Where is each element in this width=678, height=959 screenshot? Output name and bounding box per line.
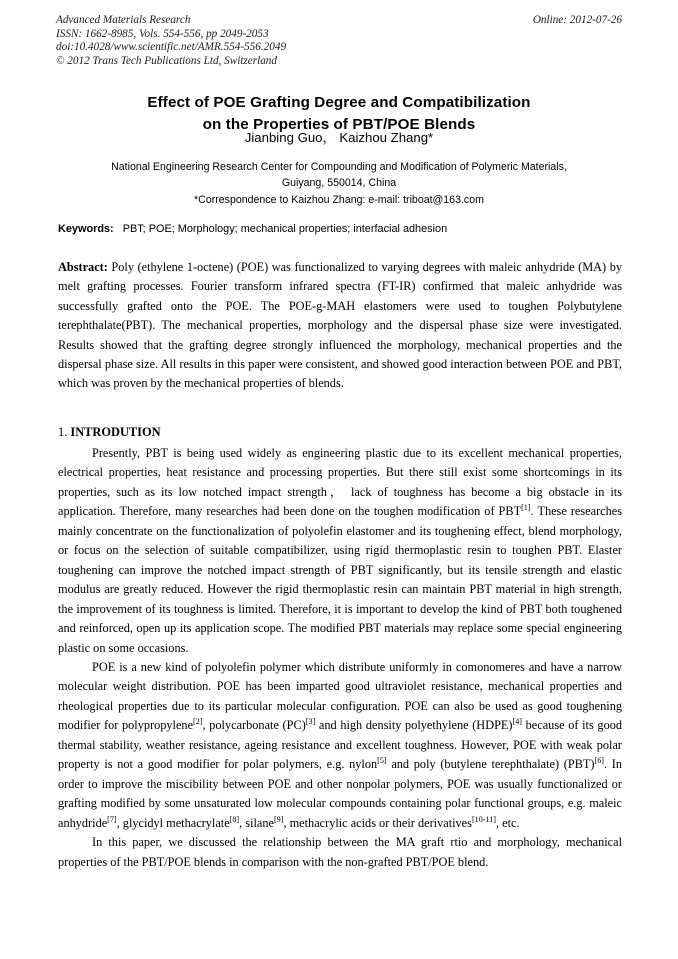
abstract-block [58, 258, 622, 394]
affiliation-line-2: Guiyang, 550014, China [281, 177, 397, 190]
citation-ref-7: [7] [107, 814, 117, 824]
p2-part-f: . In order to improve the miscibility between POE and other nonpolar polymers, POE was usually functionalized or grafting modified by some unsaturated low molecular compounds containing polar functional groups, e.g. maleic anhydride [58, 757, 622, 830]
issn-line: ISSN: 1662-8985, Vols. 554-556, pp 2049-2053 [56, 27, 269, 40]
correspondence-line: *Correspondence to Kaizhou Zhang: e-mail: triboat@163.com [194, 193, 484, 206]
p1-part-b: . These researches mainly concentrate on the functionalization of polyolefin elastomer and its toughening effect, blend morphology, or focus on the selection of suitable compatibilizer, using rigid thermoplastic resin to toughen PBT. Elaster toughening can improve the notched impact strength of PBT significantly, but its tensile strength and elastic modulus are greatly reduced. However the rigid thermoplastic resin can maintain PBT material in high strength, the improvement of its toughness is limited. Therefore, it is important to develop the kind of PBT both toughened and reinforced, open up its application scope. The modified PBT materials may replace some special engineering plastic on some occasions. [58, 504, 623, 655]
doi-line: doi:10.4028/www.scientific.net/AMR.554-556.2049 [56, 41, 287, 54]
p2-part-a: POE is a new kind of polyolefin polymer which distribute uniformly in comonomeres and have a narrow molecular weight distribution. POE has been imparted good ultraviolet resistance, mechanical properties and rheological properties due to its particular molecular configuration. POE can also be used as good toughening modifier for polypropylene [58, 659, 622, 733]
masthead-first-row [56, 14, 622, 28]
p2-part-c: and high density polyethylene (HDPE) [315, 718, 513, 733]
affiliation-line-1: National Engineering Research Center for Compounding and Modification of Polymeric Materials, [111, 161, 567, 173]
author-list: Jianbing Guo， Kaizhou Zhang* [244, 130, 434, 145]
journal-masthead [56, 14, 622, 68]
body-content [58, 444, 622, 872]
p2-part-b: , polycarbonate (PC) [202, 718, 306, 733]
keywords-value: PBT; POE; Morphology; mechanical properties; interfacial adhesion [122, 223, 448, 235]
keywords-label: Keywords: [58, 223, 114, 235]
citation-ref-6: [6] [594, 756, 604, 766]
p2-part-e: and poly (butylene terephthalate) (PBT) [386, 757, 595, 772]
title-line-1: Effect of POE Grafting Degree and Compatibilization [147, 94, 531, 112]
section-title: INTRODUTION [70, 425, 161, 439]
citation-ref-9: [9] [273, 814, 284, 824]
citation-ref-10-11: [10-11] [471, 814, 496, 824]
paragraph-1 [58, 444, 622, 658]
citation-ref-3: [3] [305, 717, 316, 727]
p2-part-d: because of its good thermal stability, weather resistance, ageing resistance and excellent toughness. However, POE with weak polar property is not a good modifier for polar polymers, e.g. nylon [58, 718, 623, 772]
p2-part-j: , etc. [495, 815, 520, 830]
affiliation-block [48, 159, 630, 208]
citation-ref-1: [1] [521, 503, 531, 513]
online-date: Online: 2012-07-26 [532, 14, 622, 26]
citation-ref-4: [4] [512, 717, 522, 727]
p2-part-i: , methacrylic acids or their derivatives [283, 815, 472, 830]
citation-ref-2: [2] [193, 717, 203, 727]
p2-part-g: , glycidyl methacrylate [116, 815, 230, 830]
paragraph-2 [58, 658, 622, 833]
section-number: 1. [58, 425, 71, 439]
journal-name: Advanced Materials Research [56, 14, 191, 26]
title-line-2: on the Properties of PBT/POE Blends [202, 116, 476, 134]
citation-ref-8: [8] [229, 814, 240, 824]
keywords-block [58, 222, 622, 237]
p2-part-h: , silane [239, 815, 274, 830]
section-heading-introduction [58, 424, 622, 441]
citation-ref-5: [5] [377, 756, 387, 766]
abstract-text: Poly (ethylene 1-octene) (POE) was functionalized to varying degrees with maleic anhydride (MA) by melt grafting processes. Fourier transform infrared spectra (FT-IR) confirmed that maleic anhydride was successfully grafted onto the POE. The POE-g-MAH elastomers were used to toughen Polybutylene terephthalate(PBT). The mechanical properties, morphology and the dispersal phase size were investigated. Results showed that the grafting degree strongly influenced the morphology, mechanical properties and the dispersal phase size. All results in this paper were consistent, and showed good interaction between POE and PBT, which was proven by the mechanical properties of blends. [58, 260, 622, 391]
copyright-line: © 2012 Trans Tech Publications Ltd, Switzerland [56, 54, 277, 67]
paragraph-3: In this paper, we discussed the relationship between the MA graft rtio and morphology, mechanical properties of the PBT/POE blends in comparison with the non-grafted PBT/POE blend. [58, 835, 622, 869]
abstract-label: Abstract: [58, 260, 108, 274]
p1-part-a: Presently, PBT is being used widely as engineering plastic due to its excellent mechanical properties, electrical properties, heat resistance and processing properties. But there still exist some shortcomings in its properties, such as its low notched impact strength， lack of toughness has become a big obstacle in its application. Therefore, many researches had been done on the toughen modification of PBT [58, 446, 622, 519]
